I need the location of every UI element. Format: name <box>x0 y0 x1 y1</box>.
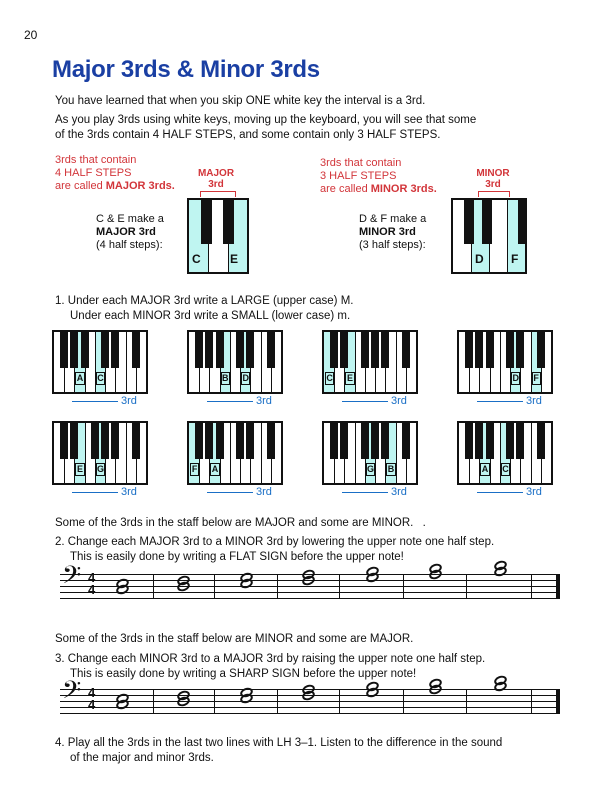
bar-line <box>339 689 340 714</box>
black-key <box>132 332 140 368</box>
bar-line <box>403 574 404 599</box>
answer-blank[interactable]: 3rd <box>342 395 407 407</box>
black-key <box>361 423 369 459</box>
black-key <box>236 332 244 368</box>
black-key <box>195 332 203 368</box>
staff-line <box>60 598 560 599</box>
black-key <box>111 332 119 368</box>
answer-blank[interactable]: 3rd <box>477 486 542 498</box>
answer-blank[interactable]: 3rd <box>342 486 407 498</box>
staff-line <box>60 707 560 708</box>
black-key <box>465 423 473 459</box>
key-label: F <box>191 464 198 474</box>
answer-blank[interactable]: 3rd <box>72 395 137 407</box>
black-key <box>506 423 514 459</box>
key-label: A <box>481 464 489 474</box>
staff-line <box>60 713 560 714</box>
black-key <box>330 423 338 459</box>
key-label: A <box>76 373 84 383</box>
keyboard <box>457 421 553 485</box>
black-key <box>486 423 494 459</box>
keyboard <box>187 421 283 485</box>
black-key <box>205 423 213 459</box>
major-bracket <box>200 191 236 197</box>
bar-line <box>153 689 154 714</box>
black-key <box>516 423 524 459</box>
exercise3-line-2: This is easily done by writing a SHARP SIGN before the upper note! <box>70 668 417 680</box>
exercise1-line-1: 1. Under each MAJOR 3rd write a LARGE (upper case) M. <box>55 295 354 307</box>
staff1-intro: Some of the 3rds in the staff below are MAJOR and some are MINOR. . <box>55 517 426 529</box>
intro-line-1: You have learned that when you skip ONE white key the interval is a 3rd. <box>55 95 426 107</box>
bar-line <box>403 689 404 714</box>
bar-line <box>214 689 215 714</box>
bar-line <box>277 689 278 714</box>
black-key <box>486 332 494 368</box>
black-key <box>132 423 140 459</box>
music-staff-1[interactable] <box>60 561 560 616</box>
black-key <box>216 423 224 459</box>
major-example: C & E make a MAJOR 3rd (4 half steps): <box>96 213 164 251</box>
answer-blank[interactable]: 3rd <box>477 395 542 407</box>
bar-line <box>339 574 340 599</box>
key-label: F <box>511 252 519 266</box>
minor-keyboard <box>451 198 527 274</box>
black-key <box>70 423 78 459</box>
black-key <box>81 332 89 368</box>
key-label: A <box>211 464 219 474</box>
black-key <box>465 332 473 368</box>
bar-line <box>153 574 154 599</box>
key-label: C <box>192 252 201 266</box>
black-key <box>60 423 68 459</box>
black-key <box>371 332 379 368</box>
black-key <box>101 423 109 459</box>
key-label: D <box>475 252 484 266</box>
page-number: 20 <box>24 28 38 42</box>
staff-line <box>60 701 560 702</box>
exercise3-line-1: 3. Change each MINOR 3rd to a MAJOR 3rd by raising the upper note one half step. <box>55 653 486 665</box>
minor-description: 3rds that contain 3 HALF STEPS are called MINOR 3rds. <box>320 157 437 195</box>
black-key <box>267 332 275 368</box>
black-key <box>330 332 338 368</box>
staff-line <box>60 592 560 593</box>
answer-blank[interactable]: 3rd <box>72 486 137 498</box>
black-key <box>236 423 244 459</box>
black-key <box>111 423 119 459</box>
black-key <box>475 423 483 459</box>
minor-example: D & F make a MINOR 3rd (3 half steps): <box>359 213 427 251</box>
black-key <box>402 423 410 459</box>
black-key <box>91 423 99 459</box>
bass-clef-icon: 𝄢 <box>62 676 82 711</box>
key-label: C <box>502 464 509 474</box>
bar-line <box>531 689 532 714</box>
exercise4-line-2: of the major and minor 3rds. <box>70 752 214 764</box>
black-key <box>246 332 254 368</box>
key-label: B <box>222 373 229 383</box>
intro-line-2: As you play 3rds using white keys, moving up the keyboard, you will see that some <box>55 114 477 126</box>
black-key <box>475 332 483 368</box>
black-key <box>506 332 514 368</box>
black-key <box>516 332 524 368</box>
keyboard <box>187 330 283 394</box>
black-key <box>101 332 109 368</box>
time-signature: 4 4 <box>88 685 96 712</box>
black-key <box>216 332 224 368</box>
bar-line <box>277 574 278 599</box>
staff2-intro: Some of the 3rds in the staff below are MINOR and some are MAJOR. <box>55 633 414 645</box>
final-bar-line <box>556 689 560 714</box>
minor-bracket <box>478 191 510 197</box>
key-label: G <box>96 464 104 474</box>
intro-line-3: of the 3rds contain 4 HALF STEPS, and some contain only 3 HALF STEPS. <box>55 129 441 141</box>
black-key <box>361 332 369 368</box>
key-label: E <box>347 373 354 383</box>
black-key <box>371 423 379 459</box>
bass-clef-icon: 𝄢 <box>62 561 82 596</box>
bar-line <box>531 574 532 599</box>
bar-line <box>466 574 467 599</box>
page-title: Major 3rds & Minor 3rds <box>52 56 320 83</box>
minor-bracket-label: MINOR 3rd <box>476 168 510 190</box>
keyboard <box>322 330 418 394</box>
major-keyboard <box>187 198 249 274</box>
exercise1-line-2: Under each MINOR 3rd write a SMALL (lower case) m. <box>70 310 351 322</box>
key-label: G <box>366 464 374 474</box>
staff-line <box>60 586 560 587</box>
answer-blank[interactable]: 3rd <box>207 486 272 498</box>
final-bar-line <box>556 574 560 599</box>
time-signature: 4 4 <box>88 570 96 597</box>
black-key <box>381 423 389 459</box>
black-key <box>70 332 78 368</box>
key-label: B <box>387 464 395 474</box>
key-label: C <box>326 373 333 383</box>
black-key <box>537 332 545 368</box>
keyboard <box>322 421 418 485</box>
keyboard <box>52 421 148 485</box>
answer-blank[interactable]: 3rd <box>207 395 272 407</box>
major-bracket-label: MAJOR 3rd <box>197 168 235 190</box>
key-label: F <box>533 373 539 383</box>
keyboard <box>52 330 148 394</box>
key-label: D <box>512 373 519 383</box>
keyboard <box>457 330 553 394</box>
black-key <box>60 332 68 368</box>
major-description: 3rds that contain 4 HALF STEPS are called MAJOR 3rds. <box>55 154 175 192</box>
key-label: E <box>77 464 84 474</box>
bar-line <box>466 689 467 714</box>
black-key <box>537 423 545 459</box>
music-staff-2[interactable] <box>60 676 560 731</box>
black-key <box>205 332 213 368</box>
bar-line <box>214 574 215 599</box>
black-key <box>340 423 348 459</box>
key-label: E <box>230 252 239 266</box>
black-key <box>381 332 389 368</box>
exercise2-line-1: 2. Change each MAJOR 3rd to a MINOR 3rd by lowering the upper note one half step. <box>55 536 495 548</box>
key-label: C <box>97 373 104 383</box>
ledger-line <box>490 689 510 690</box>
black-key <box>246 423 254 459</box>
ledger-line <box>490 574 510 575</box>
black-key <box>267 423 275 459</box>
exercise2-line-2: This is easily done by writing a FLAT SIGN before the upper note! <box>70 551 404 563</box>
black-key <box>402 332 410 368</box>
black-key <box>195 423 203 459</box>
black-key <box>340 332 348 368</box>
key-label: D <box>242 373 249 383</box>
exercise4-line-1: 4. Play all the 3rds in the last two lines with LH 3–1. Listen to the difference in the sound <box>55 737 503 749</box>
